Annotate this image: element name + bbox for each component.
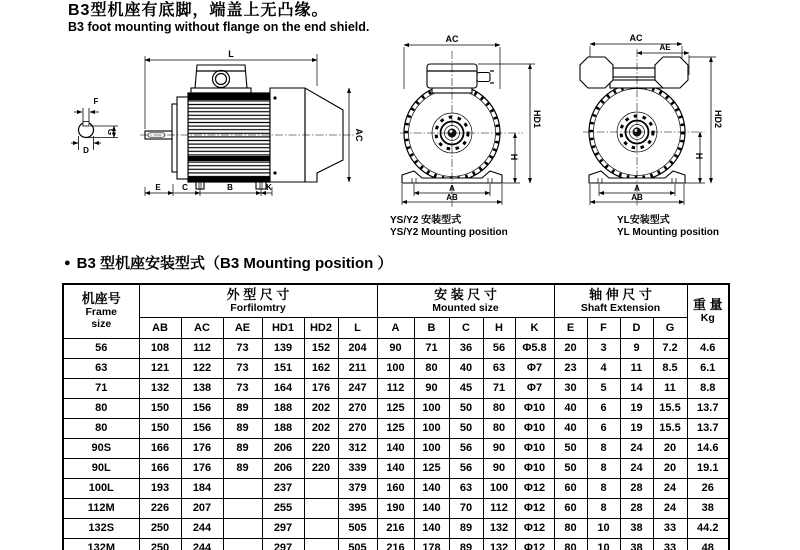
cell-G: 8.5: [653, 359, 687, 379]
cell-C: 89: [449, 519, 483, 539]
cell-E: 60: [554, 499, 587, 519]
table-row: [63, 399, 729, 419]
cell-E: 20: [554, 339, 587, 359]
cell-H: 63: [483, 359, 515, 379]
cell-C: 63: [449, 479, 483, 499]
cell-AC: 176: [181, 459, 223, 479]
cell-F: 6: [587, 399, 620, 419]
page-title-zh: B3型机座有底脚，端盖上无凸缘。: [68, 2, 329, 19]
cell-A: 100: [377, 359, 414, 379]
cell-B: 90: [414, 379, 449, 399]
table-row: [63, 419, 729, 439]
cell-K: Φ10: [515, 399, 554, 419]
cell-H: 100: [483, 479, 515, 499]
cell-E: 50: [554, 439, 587, 459]
cell-E: 80: [554, 539, 587, 550]
cell-K: Φ7: [515, 359, 554, 379]
cell-H: 112: [483, 499, 515, 519]
table-row: [63, 359, 729, 379]
dim-label-AE: AE: [659, 43, 671, 52]
cell-L: 505: [338, 519, 377, 539]
dim-label-AC-side: AC: [354, 128, 364, 142]
cell-A: 90: [377, 339, 414, 359]
cell-F: 10: [587, 519, 620, 539]
cell-HD2: 176: [304, 379, 338, 399]
cell-A: 140: [377, 439, 414, 459]
dim-label-AC-yl: AC: [629, 33, 643, 43]
frame-cell: 90L: [63, 459, 139, 479]
ys-caption-en: YS/Y2 Mounting position: [390, 227, 508, 238]
ys-mounting-drawing: [388, 35, 540, 245]
cell-AC: 112: [181, 339, 223, 359]
dim-label-B: B: [227, 183, 233, 192]
column-header-D: D: [620, 318, 653, 339]
cell-HD2: 220: [304, 459, 338, 479]
table-row: [63, 379, 729, 399]
cell-HD1: 139: [262, 339, 304, 359]
cell-AB: 250: [139, 519, 181, 539]
dim-label-A-ys: A: [449, 184, 455, 193]
cell-B: 140: [414, 479, 449, 499]
cell-HD2: [304, 519, 338, 539]
frame-size-header: 机座号 Frame size: [63, 284, 139, 339]
cell-HD2: 202: [304, 419, 338, 439]
dim-label-AB-ys: AB: [446, 193, 458, 202]
cell-K: Φ12: [515, 499, 554, 519]
cell-A: 216: [377, 519, 414, 539]
cell-B: 80: [414, 359, 449, 379]
cell-B: 100: [414, 439, 449, 459]
dim-label-HD2: HD2: [713, 109, 723, 129]
cell-HD1: 206: [262, 439, 304, 459]
table-row: [63, 519, 729, 539]
cell-F: 6: [587, 419, 620, 439]
cell-F: 4: [587, 359, 620, 379]
weight-cell: 44.2: [687, 519, 729, 539]
cell-D: 28: [620, 479, 653, 499]
table-row: [63, 339, 729, 359]
weight-cell: 13.7: [687, 399, 729, 419]
cell-HD1: 297: [262, 539, 304, 550]
frame-cell: 56: [63, 339, 139, 359]
table-row: [63, 439, 729, 459]
cell-AC: 184: [181, 479, 223, 499]
bullet-icon: ●: [64, 257, 71, 269]
table-row: [63, 499, 729, 519]
cell-D: 19: [620, 399, 653, 419]
cell-D: 38: [620, 519, 653, 539]
dim-label-F: F: [93, 97, 99, 106]
cell-K: Φ10: [515, 439, 554, 459]
column-header-E: E: [554, 318, 587, 339]
group-header-1: 安 装 尺 寸 Mounted size: [377, 284, 554, 318]
cell-C: 56: [449, 439, 483, 459]
cell-B: 140: [414, 519, 449, 539]
cell-G: 33: [653, 519, 687, 539]
cell-L: 270: [338, 399, 377, 419]
dim-label-E: E: [155, 183, 161, 192]
dim-label-C: C: [182, 183, 188, 192]
header-letter-row: [63, 318, 729, 339]
header-group-row: [63, 284, 729, 318]
cell-AE: [223, 499, 262, 519]
weight-cell: 38: [687, 499, 729, 519]
cell-A: 125: [377, 399, 414, 419]
cell-E: 40: [554, 419, 587, 439]
dim-label-L: L: [228, 49, 234, 59]
weight-cell: 48: [687, 539, 729, 550]
cell-E: 30: [554, 379, 587, 399]
yl-caption-zh: YL安装型式: [617, 215, 670, 226]
column-header-K: K: [515, 318, 554, 339]
cell-AE: [223, 519, 262, 539]
cell-G: 24: [653, 499, 687, 519]
cell-K: Φ12: [515, 539, 554, 550]
cell-AE: 73: [223, 359, 262, 379]
cell-AE: [223, 479, 262, 499]
cell-C: 50: [449, 399, 483, 419]
group-header-0: 外 型 尺 寸 Forfilomtry: [139, 284, 377, 318]
cell-AE: 89: [223, 419, 262, 439]
cell-AC: 122: [181, 359, 223, 379]
cell-B: 100: [414, 399, 449, 419]
cell-C: 50: [449, 419, 483, 439]
cell-H: 56: [483, 339, 515, 359]
cell-AC: 176: [181, 439, 223, 459]
weight-cell: 14.6: [687, 439, 729, 459]
column-header-A: A: [377, 318, 414, 339]
cell-AB: 121: [139, 359, 181, 379]
cell-L: 312: [338, 439, 377, 459]
cell-AC: 244: [181, 539, 223, 550]
cell-G: 15.5: [653, 419, 687, 439]
page-title-en: B3 foot mounting without flange on the end shield.: [68, 19, 370, 34]
cell-F: 3: [587, 339, 620, 359]
cell-B: 125: [414, 459, 449, 479]
cell-K: Φ12: [515, 479, 554, 499]
dim-label-H-yl: H: [694, 152, 704, 160]
cell-G: 20: [653, 459, 687, 479]
cell-C: 56: [449, 459, 483, 479]
cell-H: 90: [483, 439, 515, 459]
cell-D: 28: [620, 499, 653, 519]
cell-AB: 150: [139, 399, 181, 419]
frame-cell: 63: [63, 359, 139, 379]
cell-F: 5: [587, 379, 620, 399]
cell-D: 9: [620, 339, 653, 359]
dim-label-D: D: [83, 146, 89, 155]
cell-H: 80: [483, 399, 515, 419]
cell-AC: 244: [181, 519, 223, 539]
weight-cell: 8.8: [687, 379, 729, 399]
column-header-F: F: [587, 318, 620, 339]
cell-D: 19: [620, 419, 653, 439]
weight-header: 重 量 Kg: [687, 284, 729, 339]
cell-D: 38: [620, 539, 653, 550]
cell-C: 89: [449, 539, 483, 550]
cell-A: 190: [377, 499, 414, 519]
cell-L: 395: [338, 499, 377, 519]
cell-B: 140: [414, 499, 449, 519]
cell-C: 40: [449, 359, 483, 379]
cell-G: 33: [653, 539, 687, 550]
frame-cell: 80: [63, 399, 139, 419]
frame-cell: 100L: [63, 479, 139, 499]
cell-AB: 193: [139, 479, 181, 499]
cell-B: 71: [414, 339, 449, 359]
dim-label-K: K: [266, 183, 272, 192]
cell-HD1: 188: [262, 399, 304, 419]
cell-AB: 108: [139, 339, 181, 359]
cell-C: 36: [449, 339, 483, 359]
cell-G: 24: [653, 479, 687, 499]
table-row: [63, 479, 729, 499]
cell-D: 24: [620, 459, 653, 479]
group-header-2: 轴 伸 尺 寸 Shaft Extension: [554, 284, 687, 318]
cell-H: 71: [483, 379, 515, 399]
cell-HD2: 162: [304, 359, 338, 379]
frame-cell: 132S: [63, 519, 139, 539]
cell-D: 11: [620, 359, 653, 379]
dim-label-AB-yl: AB: [631, 193, 643, 202]
cell-L: 247: [338, 379, 377, 399]
dim-label-G: G: [106, 128, 115, 136]
weight-cell: 4.6: [687, 339, 729, 359]
dimension-table: [62, 283, 730, 550]
ys-caption-zh: YS/Y2 安装型式: [390, 215, 462, 226]
cell-K: Φ7: [515, 379, 554, 399]
cell-AC: 156: [181, 419, 223, 439]
cell-HD1: 164: [262, 379, 304, 399]
cell-K: Φ10: [515, 459, 554, 479]
side-view-drawing: [70, 40, 370, 252]
cell-G: 11: [653, 379, 687, 399]
cell-H: 80: [483, 419, 515, 439]
cell-B: 100: [414, 419, 449, 439]
dim-label-HD1: HD1: [532, 109, 542, 129]
cell-HD1: 188: [262, 419, 304, 439]
cell-AC: 207: [181, 499, 223, 519]
cell-F: 8: [587, 439, 620, 459]
cell-L: 204: [338, 339, 377, 359]
cell-AB: 250: [139, 539, 181, 550]
cell-HD2: [304, 539, 338, 550]
cell-AE: 89: [223, 439, 262, 459]
cell-HD1: 151: [262, 359, 304, 379]
cell-A: 140: [377, 459, 414, 479]
cell-HD2: [304, 479, 338, 499]
cell-F: 8: [587, 479, 620, 499]
cell-HD1: 297: [262, 519, 304, 539]
cell-E: 40: [554, 399, 587, 419]
cell-D: 24: [620, 439, 653, 459]
cell-A: 160: [377, 479, 414, 499]
yl-caption-en: YL Mounting position: [617, 227, 720, 238]
cell-D: 14: [620, 379, 653, 399]
cell-E: 80: [554, 519, 587, 539]
frame-cell: 80: [63, 419, 139, 439]
cell-G: 7.2: [653, 339, 687, 359]
column-header-B: B: [414, 318, 449, 339]
shaft-section-detail: [71, 97, 118, 155]
cell-AB: 132: [139, 379, 181, 399]
cell-HD2: 220: [304, 439, 338, 459]
cell-C: 45: [449, 379, 483, 399]
column-header-C: C: [449, 318, 483, 339]
column-header-AB: AB: [139, 318, 181, 339]
cell-A: 112: [377, 379, 414, 399]
weight-cell: 6.1: [687, 359, 729, 379]
weight-cell: 13.7: [687, 419, 729, 439]
motor-side-view: [140, 49, 364, 196]
ys-end-view: [400, 34, 542, 207]
frame-cell: 71: [63, 379, 139, 399]
cell-K: Φ10: [515, 419, 554, 439]
cell-L: 339: [338, 459, 377, 479]
cell-F: 8: [587, 459, 620, 479]
table-row: [63, 459, 729, 479]
weight-cell: 26: [687, 479, 729, 499]
weight-cell: 19.1: [687, 459, 729, 479]
yl-mounting-drawing: [553, 35, 725, 245]
cell-AB: 166: [139, 439, 181, 459]
cell-L: 505: [338, 539, 377, 550]
cell-E: 50: [554, 459, 587, 479]
column-header-AE: AE: [223, 318, 262, 339]
cell-E: 23: [554, 359, 587, 379]
cell-F: 10: [587, 539, 620, 550]
cell-HD1: 237: [262, 479, 304, 499]
cell-AC: 138: [181, 379, 223, 399]
dim-label-H-ys: H: [509, 153, 519, 161]
column-header-L: L: [338, 318, 377, 339]
cell-G: 15.5: [653, 399, 687, 419]
cell-H: 132: [483, 519, 515, 539]
yl-end-view: [580, 33, 723, 207]
cell-B: 178: [414, 539, 449, 550]
cell-HD2: 202: [304, 399, 338, 419]
cell-C: 70: [449, 499, 483, 519]
section-title: [64, 252, 392, 273]
section-title-text: B3 型机座安装型式（B3 Mounting position ）: [76, 255, 393, 272]
cell-AB: 226: [139, 499, 181, 519]
cell-HD1: 255: [262, 499, 304, 519]
cell-AE: 73: [223, 339, 262, 359]
cell-AB: 150: [139, 419, 181, 439]
cell-AC: 156: [181, 399, 223, 419]
column-header-G: G: [653, 318, 687, 339]
dim-label-A-yl: A: [634, 184, 640, 193]
cell-A: 216: [377, 539, 414, 550]
title-block: [68, 2, 369, 34]
column-header-H: H: [483, 318, 515, 339]
cell-K: Φ12: [515, 519, 554, 539]
cell-L: 379: [338, 479, 377, 499]
cell-HD1: 206: [262, 459, 304, 479]
cell-L: 211: [338, 359, 377, 379]
cell-AE: 89: [223, 459, 262, 479]
cell-E: 60: [554, 479, 587, 499]
dim-label-AC-ys: AC: [445, 34, 459, 44]
frame-cell: 112M: [63, 499, 139, 519]
frame-cell: 90S: [63, 439, 139, 459]
cell-K: Φ5.8: [515, 339, 554, 359]
column-header-AC: AC: [181, 318, 223, 339]
column-header-HD1: HD1: [262, 318, 304, 339]
cell-L: 270: [338, 419, 377, 439]
column-header-HD2: HD2: [304, 318, 338, 339]
dimension-table-wrap: [62, 283, 730, 550]
cell-HD2: [304, 499, 338, 519]
cell-AE: [223, 539, 262, 550]
cell-G: 20: [653, 439, 687, 459]
cell-A: 125: [377, 419, 414, 439]
cell-AB: 166: [139, 459, 181, 479]
cell-AE: 89: [223, 399, 262, 419]
frame-cell: 132M: [63, 539, 139, 550]
cell-H: 90: [483, 459, 515, 479]
table-row: [63, 539, 729, 550]
cell-F: 8: [587, 499, 620, 519]
cell-HD2: 152: [304, 339, 338, 359]
cell-H: 132: [483, 539, 515, 550]
cell-AE: 73: [223, 379, 262, 399]
